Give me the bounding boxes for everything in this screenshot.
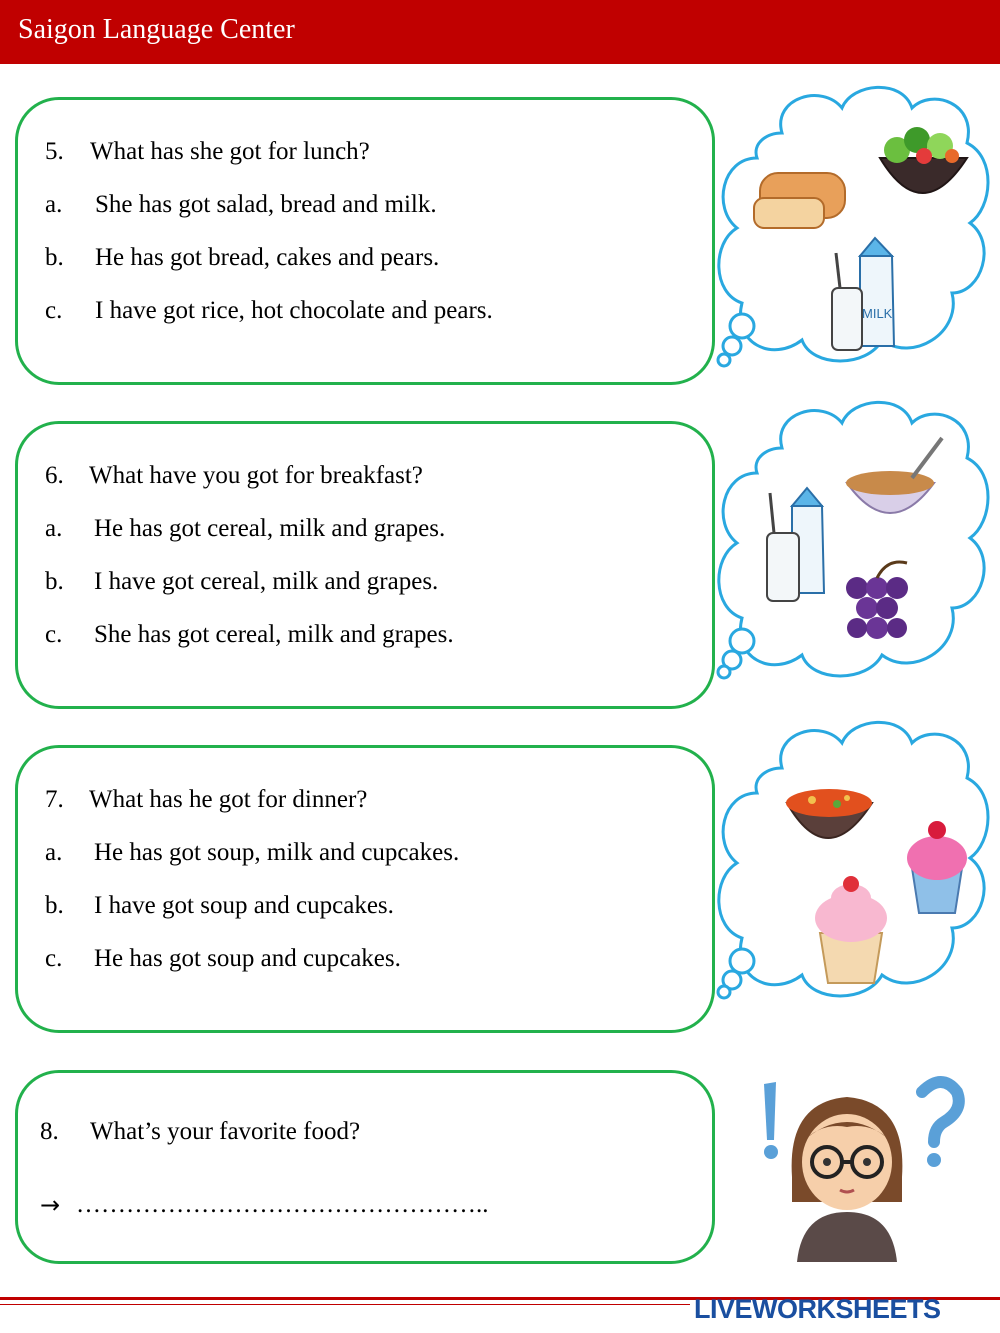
question-5-box: [15, 97, 715, 385]
header-bar: [0, 0, 1000, 64]
question-number: 7.: [45, 786, 64, 813]
option-b[interactable]: I have got soup and cupcakes.: [94, 892, 394, 919]
thinking-girl-illustration: [752, 1072, 972, 1262]
answer-blank[interactable]: …………………………………………..: [76, 1191, 489, 1218]
exclamation-icon: [764, 1082, 778, 1159]
question-7-box: [15, 745, 715, 1033]
option-letter: a.: [45, 515, 63, 542]
svg-text:MILK: MILK: [862, 306, 893, 321]
option-b[interactable]: I have got cereal, milk and grapes.: [94, 568, 439, 595]
option-letter: b.: [45, 892, 64, 919]
option-letter: a.: [45, 839, 63, 866]
question-text: What has she got for lunch?: [90, 138, 370, 165]
question-number: 8.: [40, 1118, 59, 1145]
question-mark-icon: [922, 1082, 959, 1167]
question-text: What has he got for dinner?: [89, 786, 368, 813]
girl-avatar: [792, 1097, 903, 1262]
question-number: 6.: [45, 462, 64, 489]
question-8-box: [15, 1070, 715, 1264]
brand-logo-text: LIVEWORKSHEETS: [694, 1294, 941, 1324]
option-c[interactable]: He has got soup and cupcakes.: [94, 945, 401, 972]
option-letter: c.: [45, 945, 63, 972]
question-text: What’s your favorite food?: [90, 1118, 361, 1145]
header-title: Saigon Language Center: [18, 14, 295, 45]
thought-cloud-lunch: [712, 78, 997, 378]
option-letter: c.: [45, 297, 63, 324]
option-a[interactable]: He has got cereal, milk and grapes.: [94, 515, 446, 542]
question-number: 5.: [45, 138, 64, 165]
option-letter: b.: [45, 568, 64, 595]
question-text: What have you got for breakfast?: [89, 462, 423, 489]
option-a[interactable]: He has got soup, milk and cupcakes.: [94, 839, 460, 866]
thought-cloud-dinner: [712, 718, 997, 1008]
option-letter: b.: [45, 244, 64, 271]
option-letter: c.: [45, 621, 63, 648]
question-6-box: [15, 421, 715, 709]
option-c[interactable]: I have got rice, hot chocolate and pears.: [95, 297, 493, 324]
arrow-icon: →: [40, 1191, 61, 1219]
option-letter: a.: [45, 191, 63, 218]
option-c[interactable]: She has got cereal, milk and grapes.: [94, 621, 454, 648]
footer-divider-thin: [0, 1304, 690, 1305]
thought-cloud-breakfast: [712, 398, 997, 688]
option-b[interactable]: He has got bread, cakes and pears.: [95, 244, 440, 271]
option-a[interactable]: She has got salad, bread and milk.: [95, 191, 437, 218]
